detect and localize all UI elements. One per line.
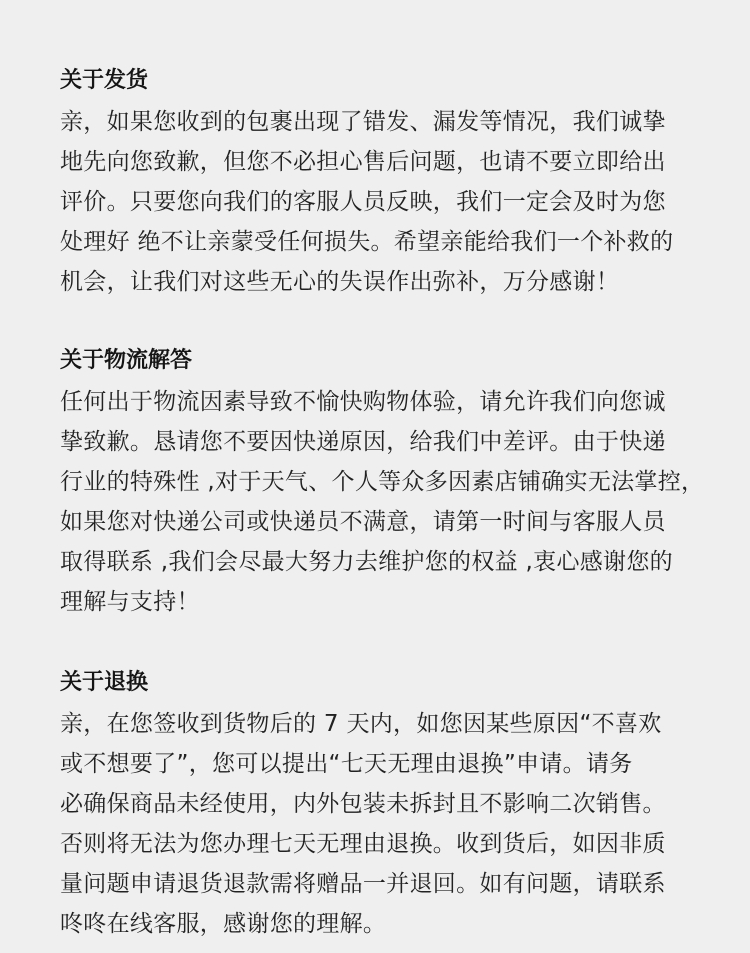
paragraph-line: 否则将无法为您办理七天无理由退换。收到货后，如因非质 [60,831,666,857]
section-title-shipping: 关于发货 [60,68,149,93]
section-shipping [60,66,720,302]
paragraph-line: 或不想要了”，您可以提出“七天无理由退换”申请。请务 [60,751,633,777]
paragraph-line: 理解与支持！ [60,589,200,615]
paragraph-line: 亲，在您签收到货物后的 7 天内，如您因某些原因“不喜欢 [60,711,662,737]
section-body-logistics [60,382,720,622]
section-body-shipping [60,102,720,302]
paragraph-line: 亲，如果您收到的包裹出现了错发、漏发等情况，我们诚挚 [60,109,666,135]
section-returns [60,668,720,944]
paragraph-line: 行业的特殊性 ,对于天气、个人等众多因素店铺确实无法掌控， [60,469,705,495]
paragraph-line: 量问题申请退货退款需将赠品一并退回。如有问题，请联系 [60,871,666,897]
section-body-returns [60,704,720,944]
paragraph-line: 地先向您致歉，但您不必担心售后问题，也请不要立即给出 [60,149,666,175]
section-title-returns: 关于退换 [60,670,149,695]
paragraph-line: 挚致歉。恳请您不要因快递原因，给我们中差评。由于快递 [60,429,666,455]
paragraph-line: 任何出于物流因素导致不愉快购物体验，请允许我们向您诚 [60,389,666,415]
section-title-logistics: 关于物流解答 [60,348,193,373]
paragraph-line: 取得联系 ,我们会尽最大努力去维护您的权益 ,衷心感谢您的 [60,549,673,575]
paragraph-line: 如果您对快递公司或快递员不满意，请第一时间与客服人员 [60,509,666,535]
paragraph-line: 评价。只要您向我们的客服人员反映，我们一定会及时为您 [60,189,666,215]
paragraph-line: 处理好 绝不让亲蒙受任何损失。希望亲能给我们一个补救的 [60,229,674,255]
paragraph-line: 咚咚在线客服，感谢您的理解。 [60,911,387,937]
section-logistics [60,346,720,622]
paragraph-line: 机会，让我们对这些无心的失误作出弥补，万分感谢！ [60,269,620,295]
paragraph-line: 必确保商品未经使用，内外包装未拆封且不影响二次销售。 [60,791,666,817]
